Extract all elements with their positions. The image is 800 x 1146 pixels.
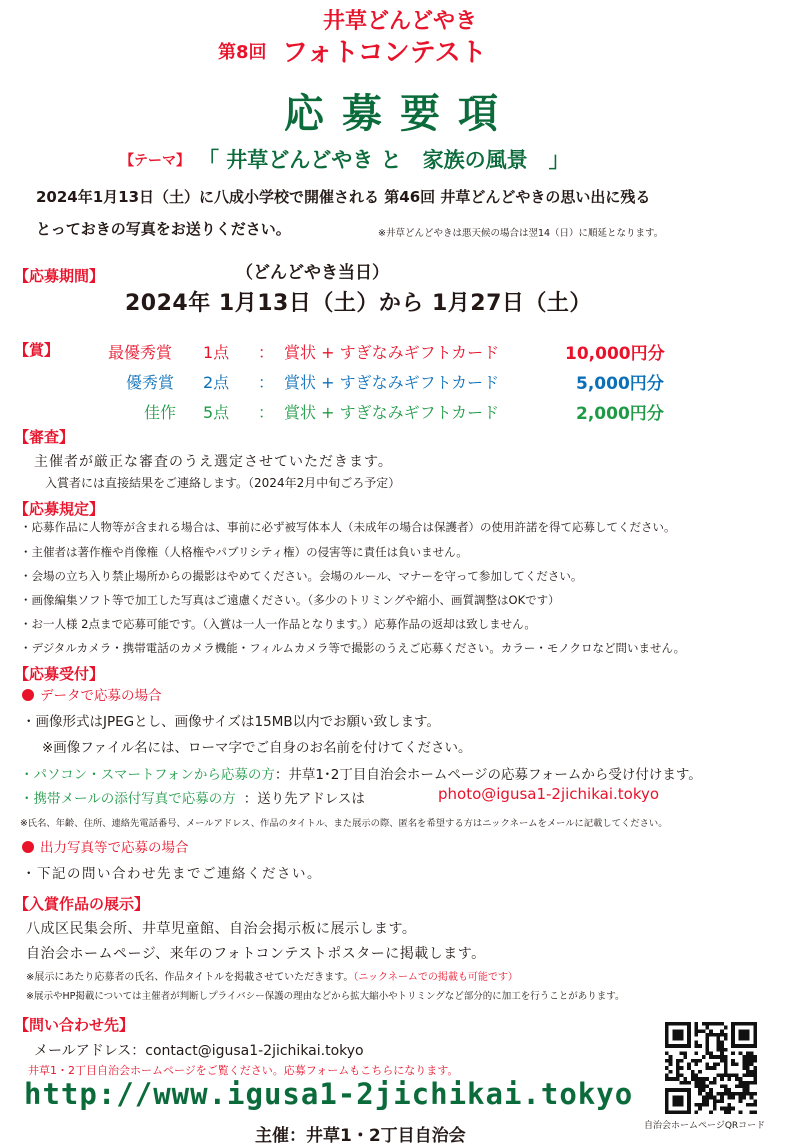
main-title: 応募要項	[284, 91, 516, 137]
print-case-row	[22, 836, 189, 856]
prize-2-sep: ：	[258, 373, 275, 392]
rules-heading: 【応募規定】	[14, 500, 105, 518]
theme-label: 【テーマ】	[120, 153, 190, 169]
intro-line-2: とっておきの写真をお送りください。	[36, 220, 291, 238]
prize-3-desc: 賞状 + すぎなみギフトカード	[284, 403, 500, 422]
period-dates: 2024年 1月13日（土）から 1月27日（土）	[125, 291, 592, 316]
mail-note: ※氏名、年齢、住所、連絡先電話番号、メールアドレス、作品のタイトル、また展示の際、匿名を希望する方はニックネームをメールに記載してください。	[20, 818, 668, 829]
exhibition-note-1b: （ニックネームでの掲載も可能です）	[353, 972, 518, 983]
prize-1-amount: 10,000円分	[565, 344, 665, 364]
rule-item: ・お一人様 2点まで応募可能です。（入賞は一人一作品となります。）応募作品の返却は致しません。	[20, 617, 536, 631]
print-text: ・下記の問い合わせ先までご連絡ください。	[22, 866, 322, 882]
qr-caption: 自治会ホームページQRコード	[644, 1121, 766, 1131]
exhibition-note-2: ※展示やHP掲載については主催者が判断しプライバシー保護の理由などから拡大縮小やトリミングなど部分的に加工を行うことがあります。	[26, 991, 625, 1002]
reception-heading: 【応募受付】	[14, 665, 105, 683]
mobile-label: ・携帯メールの添付写真で応募の方	[20, 791, 236, 807]
exhibition-note-1	[26, 968, 518, 983]
prize-2-count: 2点	[203, 373, 230, 392]
rule-item: ・応募作品に人物等が含まれる場合は、事前に必ず被写体本人（未成年の場合は保護者）の使用許諾を得て応募してください。	[20, 520, 676, 534]
mobile-row	[20, 787, 365, 807]
rule-item: ・デジタルカメラ・携帯電話のカメラ機能・フィルムカメラ等で撮影のうえご応募ください。カラー・モノクロなど問いません。	[20, 641, 686, 655]
qr-code[interactable]	[665, 1022, 757, 1114]
prize-1-desc: 賞状 + すぎなみギフトカード	[284, 343, 500, 362]
review-line-1: 主催者が厳正な審査のうえ選定させていただきます。	[34, 454, 393, 470]
red-dot-icon	[22, 689, 34, 701]
prize-1-sep: ：	[258, 343, 275, 362]
prize-2-name: 優秀賞	[126, 373, 175, 392]
rule-item: ・画像編集ソフト等で加工した写真はご遠慮ください。（多少のトリミングや縮小、画質調整はOKです）	[20, 593, 560, 607]
pc-row	[20, 763, 702, 783]
hp-note: 井草1・2丁目自治会ホームページをご覧ください。応募フォームもこちらになります。	[28, 1064, 459, 1077]
contest-title: フォトコンテスト	[282, 38, 487, 68]
theme-text: 「 井草どんどやき と 家族の風景 」	[198, 148, 570, 172]
contact-heading: 【問い合わせ先】	[14, 1016, 135, 1034]
exhibition-line-1: 八成区民集会所、井草児童館、自治会掲示板に展示します。	[26, 921, 417, 937]
prize-3-amount: 2,000円分	[576, 404, 664, 424]
print-case-label: 出力写真等で応募の場合	[40, 840, 189, 856]
prize-2-desc: 賞状 + すぎなみギフトカード	[284, 373, 500, 392]
site-url[interactable]: http://www.igusa1-2jichikai.tokyo	[24, 1077, 634, 1111]
prizes-heading: 【賞】	[14, 341, 60, 359]
exhibition-line-2: 自治会ホームページ、来年のフォトコンテストポスターに掲載します。	[26, 946, 486, 962]
period-heading: 【応募期間】	[14, 267, 105, 285]
data-case-row	[22, 684, 162, 704]
data-case-label: データで応募の場合	[40, 688, 162, 704]
contest-prefix: 第8回	[218, 42, 267, 63]
intro-line-1: 2024年1月13日（土）に八成小学校で開催される 第46回 井草どんどやきの思い出に残る	[36, 188, 651, 206]
prize-2-amount: 5,000円分	[576, 374, 664, 394]
prize-3-name: 佳作	[144, 403, 177, 422]
organizer: 主催：井草1・2丁目自治会	[255, 1126, 466, 1146]
contact-email[interactable]: メールアドレス：contact@igusa1-2jichikai.tokyo	[34, 1043, 364, 1059]
exhibition-note-1a: ※展示にあたり応募者の氏名、作品タイトルを掲載させていただきます。	[26, 972, 354, 983]
period-sub: （どんどやき当日）	[236, 263, 389, 283]
format-line: ・画像形式はJPEGとし、画像サイズは15MB以内でお願い致します。	[22, 714, 441, 730]
prize-3-count: 5点	[203, 403, 230, 422]
review-heading: 【審査】	[14, 428, 75, 446]
pc-label: ・パソコン・スマートフォンから応募の方	[20, 767, 275, 783]
intro-note: ※井草どんどやきは悪天候の場合は翌14（日）に順延となります。	[378, 228, 664, 239]
rule-item: ・主催者は著作権や肖像権（人格権やパブリシティ権）の侵害等に責任は負いません。	[20, 545, 468, 559]
rule-item: ・会場の立ち入り禁止場所からの撮影はやめてください。会場のルール、マナーを守って参加してください。	[20, 569, 583, 583]
mobile-text: ：送り先アドレスは	[243, 791, 365, 807]
pc-text: ：井草1･2丁目自治会ホームページの応募フォームから受け付けます。	[274, 767, 702, 783]
event-title: 井草どんどやき	[322, 9, 477, 34]
prize-1-name: 最優秀賞	[108, 343, 173, 362]
prize-1-count: 1点	[203, 343, 230, 362]
filename-line: ※画像ファイル名には、ローマ字でご自身のお名前を付けてください。	[42, 740, 472, 756]
red-dot-icon	[22, 841, 34, 853]
mobile-email-link[interactable]: photo@igusa1-2jichikai.tokyo	[438, 785, 660, 803]
exhibition-heading: 【入賞作品の展示】	[14, 895, 150, 913]
review-line-2: 入賞者には直接結果をご連絡します。（2024年2月中旬ごろ予定）	[45, 476, 401, 490]
prize-3-sep: ：	[258, 403, 275, 422]
